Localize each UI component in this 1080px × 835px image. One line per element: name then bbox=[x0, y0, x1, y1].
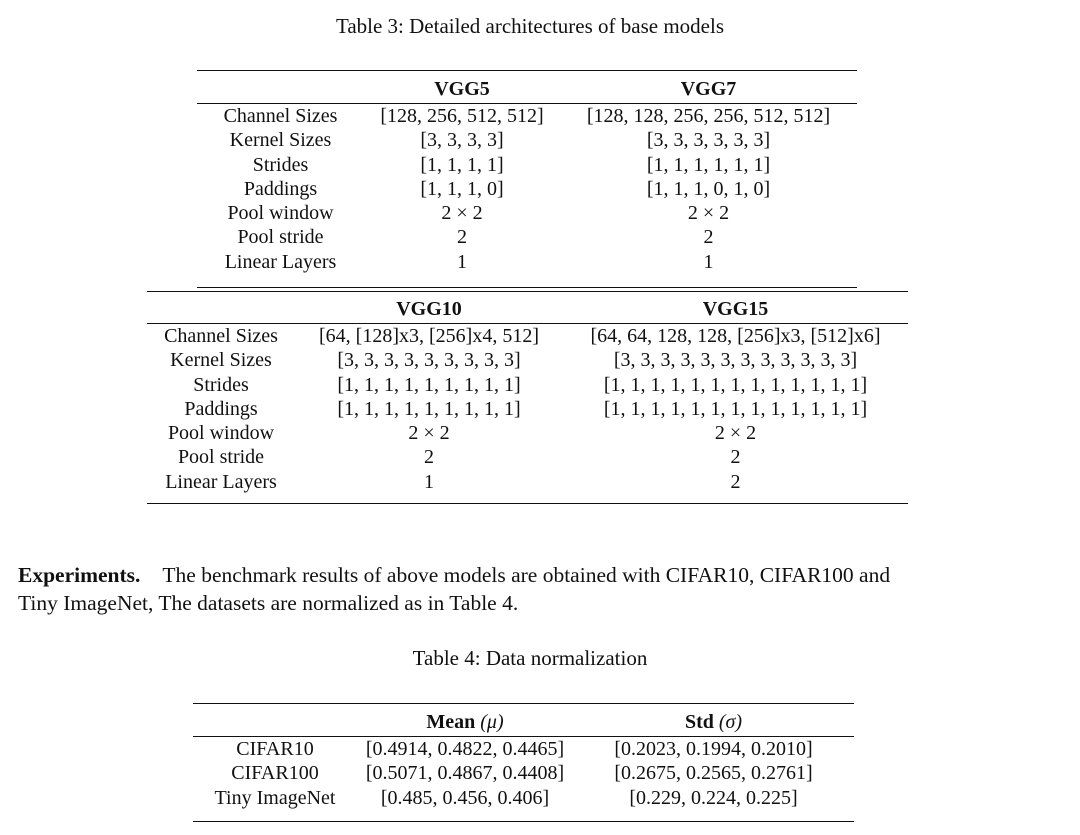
table3-bottom-header-blank bbox=[147, 292, 295, 324]
table3-top-cell: 1 bbox=[703, 250, 714, 273]
table3-top-cell: 2 bbox=[703, 226, 714, 249]
table4-cell: [0.2023, 0.1994, 0.2010] bbox=[614, 738, 813, 760]
table3-bottom-row bbox=[147, 324, 908, 348]
experiments-paragraph bbox=[18, 561, 1058, 617]
table3-bottom-cell: 1 bbox=[424, 470, 434, 493]
table3-bottom-cell: 2 bbox=[424, 446, 434, 469]
table3-bottom-cell: [3, 3, 3, 3, 3, 3, 3, 3, 3, 3, 3, 3] bbox=[613, 349, 858, 372]
table3-top-row bbox=[197, 104, 857, 128]
table3-bottom-cell: 2 bbox=[730, 470, 741, 493]
table3-top-row-label: Strides bbox=[252, 153, 309, 176]
table3-top-row bbox=[197, 177, 857, 201]
table3-top-header-row bbox=[197, 72, 857, 104]
table3-bottom-row bbox=[147, 445, 908, 469]
table4-top-rule bbox=[193, 703, 854, 704]
table4-header-blank bbox=[193, 705, 357, 737]
table4-header-row bbox=[193, 705, 854, 737]
table3-top-row-label: Pool window bbox=[227, 202, 334, 225]
header-vgg5: VGG5 bbox=[434, 78, 490, 100]
table3-top-cell: 1 bbox=[457, 250, 467, 273]
table4-row-label: CIFAR100 bbox=[231, 762, 319, 785]
table4-cell: [0.5071, 0.4867, 0.4408] bbox=[365, 762, 565, 785]
table3-top-row-label: Channel Sizes bbox=[223, 105, 338, 127]
table3-bottom-header-rule bbox=[147, 323, 908, 324]
table4-header-rule bbox=[193, 736, 854, 737]
header-std bbox=[573, 705, 854, 737]
table3-top-row bbox=[197, 250, 857, 274]
table3-caption: Table 3: Detailed architectures of base models bbox=[335, 14, 725, 38]
header-std-label: Std bbox=[684, 711, 714, 733]
table3-bottom-header-row bbox=[147, 292, 908, 324]
table3-bottom-cell: [64, 64, 128, 128, [256]x3, [512]x6] bbox=[590, 325, 881, 347]
header-vgg15: VGG15 bbox=[702, 298, 769, 320]
table3-bottom-row bbox=[147, 397, 908, 421]
table3-top-row-label: Kernel Sizes bbox=[229, 129, 332, 152]
table3-final-rule bbox=[147, 503, 908, 504]
table4-caption: Table 4: Data normalization bbox=[412, 646, 648, 670]
table3-top-cell: 2 bbox=[457, 226, 467, 249]
table4-row bbox=[193, 761, 854, 785]
table3-top-row-label: Linear Layers bbox=[224, 250, 337, 273]
header-vgg10: VGG10 bbox=[396, 298, 462, 320]
table4-cell: [0.229, 0.224, 0.225] bbox=[629, 786, 798, 809]
table3-top-cell: [1, 1, 1, 0] bbox=[420, 177, 504, 200]
table3-bottom-cell: [1, 1, 1, 1, 1, 1, 1, 1, 1, 1, 1, 1, 1] bbox=[603, 397, 868, 420]
table4-row-label: CIFAR10 bbox=[236, 738, 314, 760]
experiments-lead: Experiments. bbox=[18, 563, 141, 587]
table3-top-cell: [1, 1, 1, 0, 1, 0] bbox=[646, 177, 771, 200]
table3-top-cell: [1, 1, 1, 1] bbox=[420, 153, 504, 176]
table3-bottom-row-label: Pool stride bbox=[177, 446, 265, 469]
table3-top-cell: [128, 256, 512, 512] bbox=[380, 105, 544, 127]
header-mean bbox=[357, 705, 573, 737]
table3-bottom-cell: [64, [128]x3, [256]x4, 512] bbox=[319, 325, 539, 347]
table3-top-cell: [1, 1, 1, 1, 1, 1] bbox=[646, 153, 771, 176]
table4-cell: [0.2675, 0.2565, 0.2761] bbox=[614, 762, 813, 785]
table4-cell: [0.4914, 0.4822, 0.4465] bbox=[365, 738, 565, 760]
table3-bottom-cell: 2 bbox=[730, 446, 741, 469]
table3-top-row-label: Paddings bbox=[243, 177, 318, 200]
table3-bottom-cell: [1, 1, 1, 1, 1, 1, 1, 1, 1, 1, 1, 1, 1] bbox=[603, 373, 868, 396]
table3-bottom-cell: 2 × 2 bbox=[714, 422, 757, 445]
table3-top-cell: 2 × 2 bbox=[441, 202, 483, 225]
table3-top-header-blank bbox=[197, 72, 364, 104]
experiments-text-line1: The benchmark results of above models are obtained with CIFAR10, CIFAR100 and bbox=[162, 563, 891, 587]
table3-bottom-row bbox=[147, 470, 908, 494]
table3-top-cell: [128, 128, 256, 256, 512, 512] bbox=[586, 105, 831, 127]
table3-bottom-cell: [1, 1, 1, 1, 1, 1, 1, 1, 1] bbox=[337, 397, 521, 420]
experiments-text-line2: Tiny ImageNet, The datasets are normalized as in Table 4. bbox=[18, 591, 519, 615]
table3-bottom-cell: [3, 3, 3, 3, 3, 3, 3, 3, 3] bbox=[337, 349, 521, 372]
table3-bottom-row-label: Strides bbox=[193, 373, 249, 396]
table3-bottom-row bbox=[147, 348, 908, 372]
table3-top-row-label: Pool stride bbox=[237, 226, 324, 249]
table4-row-label: Tiny ImageNet bbox=[214, 786, 336, 809]
table3-bottom-row-label: Channel Sizes bbox=[164, 325, 278, 347]
header-std-symbol: (σ) bbox=[718, 711, 743, 733]
table3-bottom-row-label: Pool window bbox=[167, 422, 275, 445]
table3-top-row bbox=[197, 128, 857, 152]
table3-top-header-rule bbox=[197, 103, 857, 104]
table3-top-row bbox=[197, 225, 857, 249]
table4-bottom-rule bbox=[193, 821, 854, 822]
header-vgg7: VGG7 bbox=[680, 78, 737, 100]
table3-bottom-row-label: Paddings bbox=[184, 397, 258, 420]
header-mean-symbol: (μ) bbox=[480, 711, 504, 733]
table3-bottom-row bbox=[147, 421, 908, 445]
table4 bbox=[193, 705, 854, 810]
table3-top-cell: [3, 3, 3, 3, 3, 3] bbox=[646, 129, 771, 152]
table3-top-cell: 2 × 2 bbox=[687, 202, 730, 225]
table3-bottom-cell: [1, 1, 1, 1, 1, 1, 1, 1, 1] bbox=[337, 373, 521, 396]
table4-row bbox=[193, 786, 854, 810]
table3-top-bottom-rule bbox=[197, 287, 857, 288]
table3-top-row bbox=[197, 153, 857, 177]
table3-top-row bbox=[197, 201, 857, 225]
table3-bottom-row-label: Linear Layers bbox=[165, 470, 277, 493]
table4-cell: [0.485, 0.456, 0.406] bbox=[380, 786, 550, 809]
table3-bottom-cell: 2 × 2 bbox=[408, 422, 450, 445]
table3-bottom-row bbox=[147, 373, 908, 397]
table3-bottom-row-label: Kernel Sizes bbox=[170, 349, 272, 372]
table3-top-cell: [3, 3, 3, 3] bbox=[420, 129, 504, 152]
table4-row bbox=[193, 737, 854, 761]
header-mean-label: Mean bbox=[426, 711, 476, 733]
table3-top-rule bbox=[197, 70, 857, 71]
